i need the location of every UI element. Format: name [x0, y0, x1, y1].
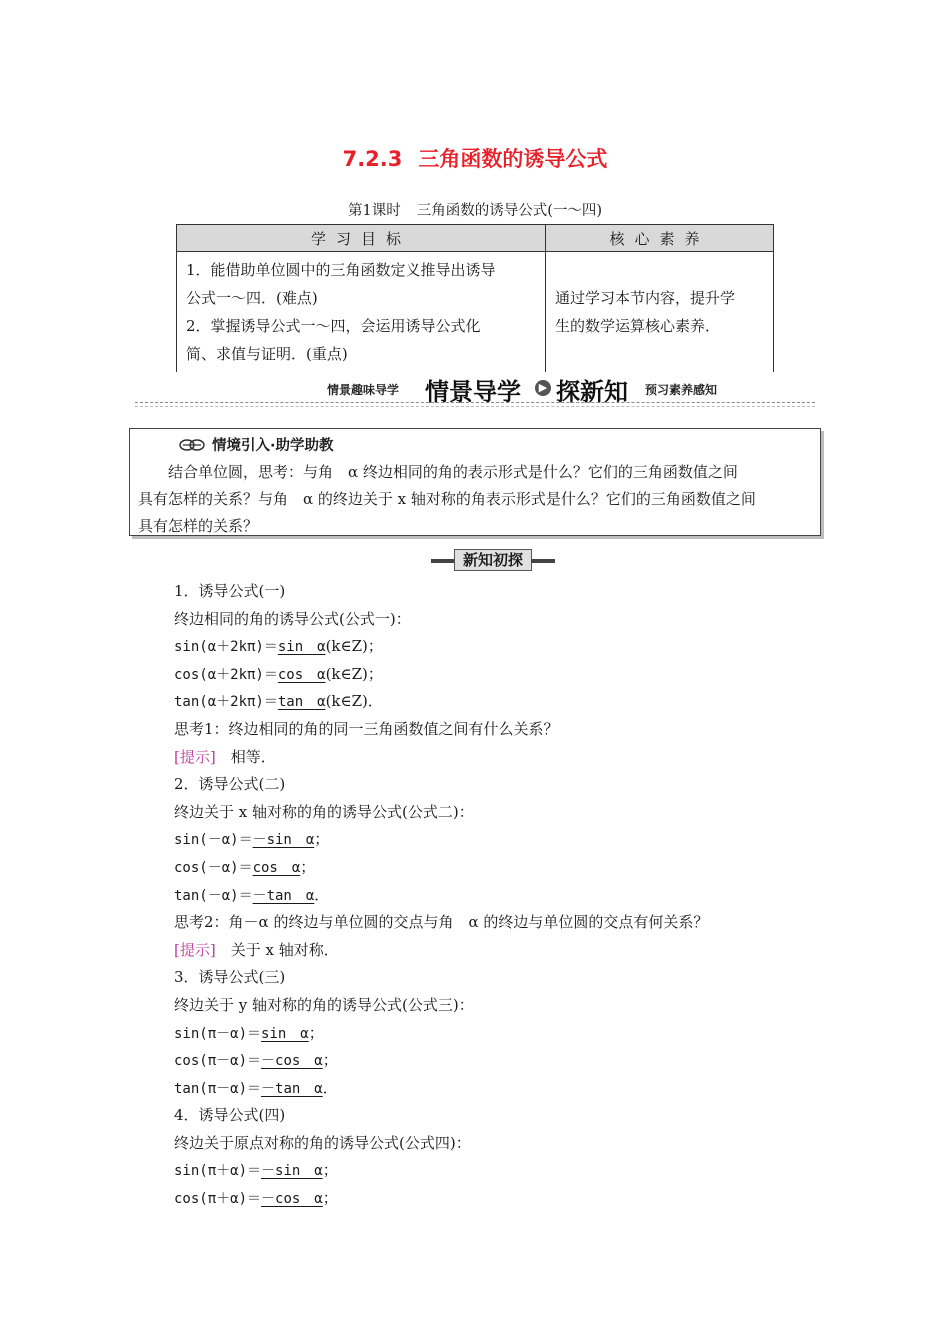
lesson-number: 第1课时: [347, 203, 401, 219]
lesson-title: 三角函数的诱导公式(一～四): [416, 203, 603, 219]
formula-rhs: (k∈Z)；: [325, 637, 383, 656]
section-banner: [135, 372, 815, 406]
content-body: [174, 578, 814, 1213]
formula-answer: cos α: [252, 859, 301, 876]
formula-answer: －tan α: [252, 887, 315, 904]
section-number: 7.2.3: [342, 147, 403, 171]
intro-line: 具有怎样的关系？与角 α 的终边关于 x 轴对称的角表示形式是什么？它们的三角函数值之间: [138, 490, 756, 508]
banner-divider: [135, 406, 815, 407]
section-title: [0, 143, 950, 173]
section-tag-label: 新知初探: [454, 549, 532, 571]
formula-line: [174, 1075, 814, 1103]
hint-label: [提示]: [174, 747, 216, 766]
formula-answer: sin α: [261, 1025, 309, 1042]
formula-answer: cos α: [277, 666, 326, 683]
formula-answer: －sin α: [252, 832, 315, 849]
formula-lhs: cos(π－α)＝: [174, 1053, 262, 1070]
hint-line: [174, 744, 814, 772]
formula-lhs: sin(π＋α)＝: [174, 1163, 262, 1180]
formula-rhs: ．: [322, 1078, 338, 1097]
goals-cell: [177, 252, 546, 373]
think-question: 思考2：角－α 的终边与单位圆的交点与角 α 的终边与单位圆的交点有何关系？: [174, 913, 709, 932]
banner-left-caption: 情景趣味导学: [327, 383, 400, 397]
goals-header: 学习目标: [177, 225, 546, 252]
formula-line: [174, 882, 814, 910]
formula-description: 终边相同的角的诱导公式(公式一)：: [174, 609, 411, 628]
formula-line: [174, 661, 814, 689]
formula-rhs: (k∈Z)．: [325, 692, 383, 711]
hint-text: 相等．: [230, 747, 276, 766]
hint-text: 关于 x 轴对称．: [230, 940, 339, 959]
formula-lhs: cos(－α)＝: [174, 859, 253, 876]
tag-bar-right: [531, 559, 555, 563]
formula-line: [174, 1020, 814, 1048]
tag-bar-left: [431, 559, 455, 563]
formula-line: [174, 826, 814, 854]
formula-lhs: tan(π－α)＝: [174, 1080, 262, 1097]
banner-title-right: 探新知: [556, 378, 628, 406]
formula-answer: －sin α: [261, 1163, 323, 1180]
formula-rhs: ．: [314, 885, 330, 904]
goals-table-header: [177, 225, 774, 252]
literacy-line: 通过学习本节内容，提升学: [555, 289, 736, 307]
section-title-text: 三角函数的诱导公式: [418, 147, 608, 171]
formula-line: [174, 633, 814, 661]
formula-lhs: tan(α＋2kπ)＝: [174, 694, 278, 711]
formula-heading: 4．诱导公式(四): [174, 1106, 286, 1125]
formula-line: [174, 688, 814, 716]
formula-lhs: cos(α＋2kπ)＝: [174, 666, 278, 683]
formula-answer: －tan α: [261, 1080, 323, 1097]
handshake-icon: [178, 438, 206, 452]
formula-heading: 2．诱导公式(二): [174, 775, 286, 794]
banner-title-left: 情景导学: [425, 378, 521, 406]
formula-line: [174, 1157, 814, 1185]
intro-line: 结合单位圆，思考：与角 α 终边相同的角的表示形式是什么？它们的三角函数值之间: [168, 463, 738, 481]
formula-heading: 1．诱导公式(一): [174, 582, 286, 600]
intro-line: 具有怎样的关系？: [138, 517, 259, 535]
formula-rhs: ；: [322, 1161, 338, 1180]
formula-description: 终边关于 y 轴对称的角的诱导公式(公式三)：: [174, 995, 474, 1014]
think-question: 思考1：终边相同的角的同一三角函数值之间有什么关系？: [174, 719, 559, 738]
formula-lhs: sin(π－α)＝: [174, 1025, 262, 1042]
hint-line: [174, 937, 814, 965]
formula-description: 终边关于 x 轴对称的角的诱导公式(公式二)：: [174, 802, 474, 821]
intro-heading: [178, 434, 334, 455]
goal-line: 2．掌握诱导公式一～四，会运用诱导公式化: [186, 317, 481, 335]
literacy-line: 生的数学运算核心素养．: [555, 317, 721, 335]
intro-paragraph: [138, 459, 814, 540]
formula-lhs: cos(π＋α)＝: [174, 1191, 262, 1208]
formula-description: 终边关于原点对称的角的诱导公式(公式四)：: [174, 1133, 471, 1152]
goals-table: [176, 224, 774, 372]
section-tag: [431, 549, 555, 571]
intro-heading-text: 情境引入·助学助教: [212, 438, 334, 454]
formula-lhs: tan(－α)＝: [174, 887, 253, 904]
lesson-subtitle: [0, 199, 950, 220]
formula-rhs: ；: [322, 1189, 338, 1208]
formula-rhs: ；: [322, 1051, 338, 1070]
formula-rhs: ；: [308, 1023, 324, 1042]
arrow-right-icon: ▶: [535, 380, 551, 396]
formula-rhs: ；: [300, 857, 316, 876]
goal-line: 公式一～四．(难点): [186, 289, 318, 307]
intro-box: [129, 428, 821, 536]
formula-rhs: (k∈Z)；: [325, 664, 383, 683]
literacy-header: 核心素养: [546, 225, 774, 252]
formula-answer: sin α: [277, 639, 326, 656]
formula-answer: tan α: [277, 694, 326, 711]
goal-line: 1．能借助单位圆中的三角函数定义推导出诱导: [186, 261, 496, 279]
formula-heading: 3．诱导公式(三): [174, 968, 286, 987]
formula-line: [174, 854, 814, 882]
formula-lhs: sin(－α)＝: [174, 832, 253, 849]
banner-right-caption: 预习素养感知: [645, 383, 718, 397]
goals-table-row: [177, 252, 774, 373]
formula-answer: －cos α: [261, 1191, 323, 1208]
literacy-cell: [546, 252, 774, 373]
formula-lhs: sin(α＋2kπ)＝: [174, 639, 278, 656]
goal-line: 简、求值与证明．(重点): [186, 345, 348, 363]
formula-line: [174, 1185, 814, 1213]
formula-answer: －cos α: [261, 1053, 323, 1070]
hint-label: [提示]: [174, 940, 216, 959]
formula-line: [174, 1047, 814, 1075]
formula-rhs: ；: [314, 830, 330, 849]
banner-divider: [135, 402, 815, 403]
